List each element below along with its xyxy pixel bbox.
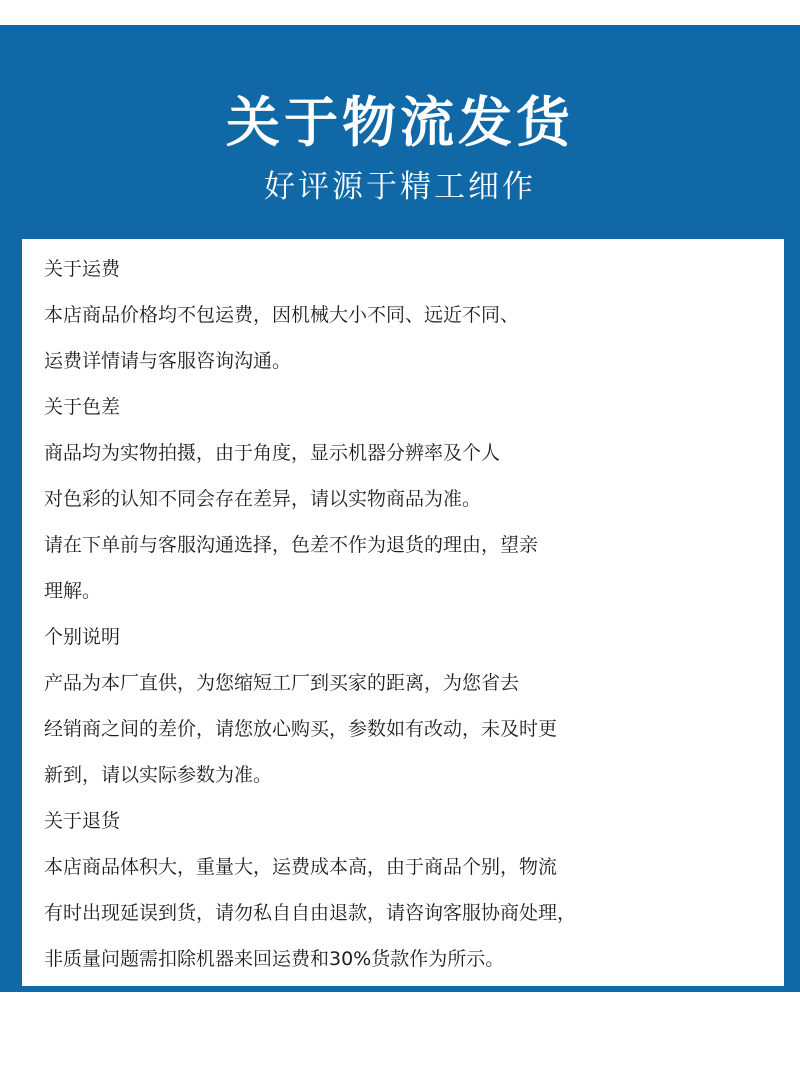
header-banner xyxy=(0,25,800,992)
section-heading-color: 关于色差 xyxy=(44,396,121,418)
returns-text-line-3: 非质量问题需扣除机器来回运费和30%货款作为所示。 xyxy=(44,948,505,970)
returns-text-line-2: 有时出现延误到货，请勿私自自由退款，请咨询客服协商处理， xyxy=(44,902,577,924)
notes-text-line-3: 新到，请以实际参数为准。 xyxy=(44,764,273,786)
section-heading-notes: 个别说明 xyxy=(44,626,121,648)
color-text-line-4: 理解。 xyxy=(44,580,102,602)
section-heading-shipping: 关于运费 xyxy=(44,258,121,280)
notes-text-line-1: 产品为本厂直供，为您缩短工厂到买家的距离，为您省去 xyxy=(44,672,520,694)
color-text-line-1: 商品均为实物拍摄，由于角度，显示机器分辨率及个人 xyxy=(44,442,501,464)
notes-text-line-2: 经销商之间的差价，请您放心购买，参数如有改动，未及时更 xyxy=(44,718,558,740)
section-heading-returns: 关于退货 xyxy=(44,810,121,832)
shipping-text-line-1: 本店商品价格均不包运费，因机械大小不同、远近不同、 xyxy=(44,304,520,326)
returns-text-line-1: 本店商品体积大，重量大，运费成本高，由于商品个别，物流 xyxy=(44,856,558,878)
content-panel xyxy=(22,239,784,986)
color-text-line-2: 对色彩的认知不同会存在差异，请以实物商品为准。 xyxy=(44,488,482,510)
page-title: 关于物流发货 xyxy=(226,91,574,154)
color-text-line-3: 请在下单前与客服沟通选择，色差不作为退货的理由，望亲 xyxy=(44,534,539,556)
shipping-text-line-2: 运费详情请与客服咨询沟通。 xyxy=(44,350,292,372)
page-subtitle: 好评源于精工细作 xyxy=(264,169,536,205)
